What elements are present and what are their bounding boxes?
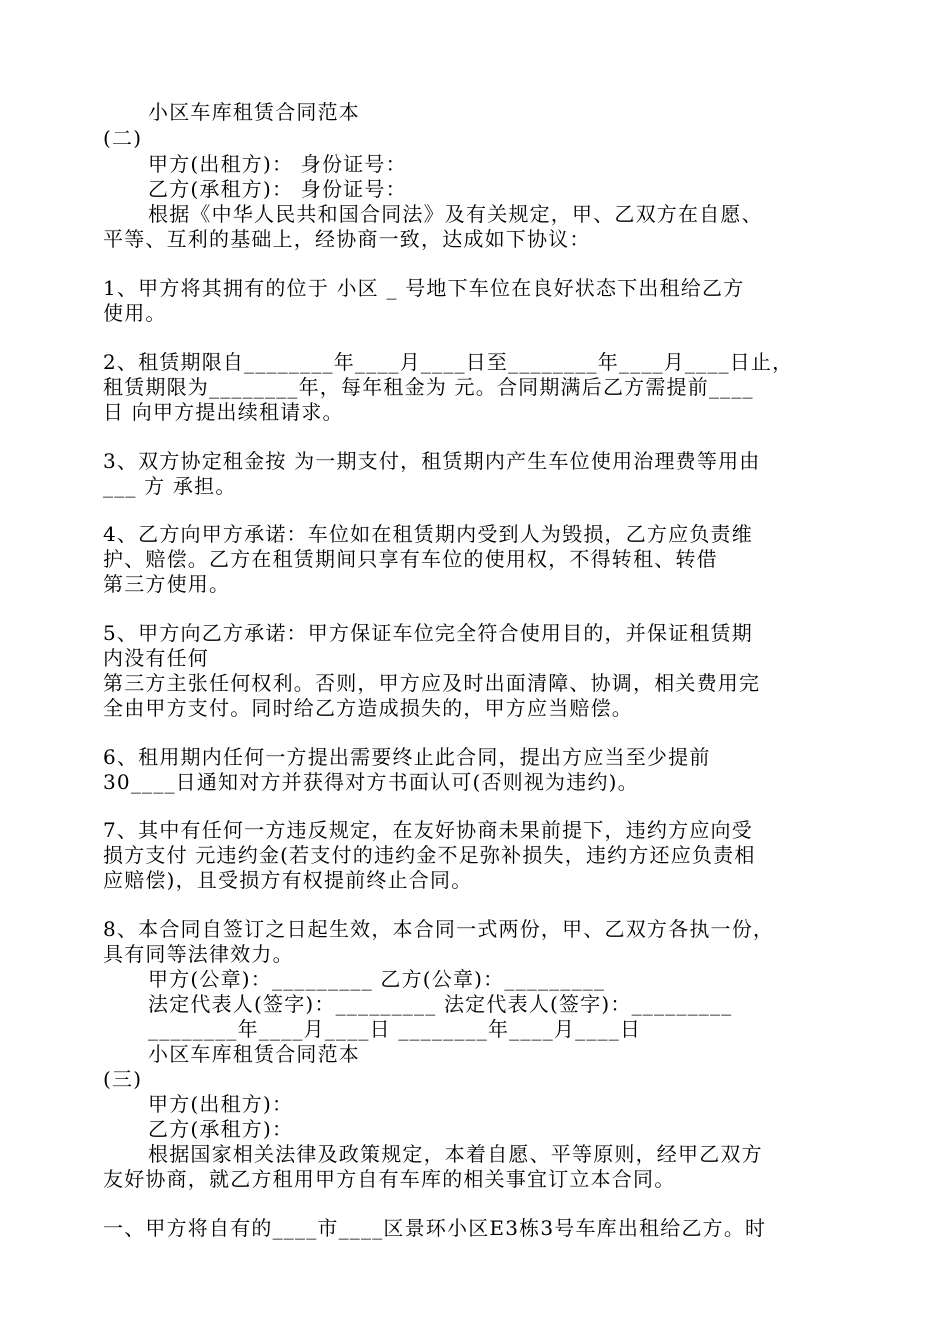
preamble-line: 平等、互利的基础上，经协商一致，达成如下协议： [103, 227, 591, 251]
signature-date-line: ________年____月____日 ________年____月____日 [148, 1017, 642, 1041]
clause-6-line: 30____日通知对方并获得对方书面认可(否则视为违约)。 [103, 770, 639, 794]
preamble-line: 根据国家相关法律及政策规定，本着自愿、平等原则，经甲乙双方 [148, 1142, 763, 1166]
preamble-line: 根据《中华人民共和国合同法》及有关规定，甲、乙双方在自愿、 [148, 202, 763, 226]
party-a-line: 甲方(出租方)： [148, 1092, 294, 1116]
clause-2-line: 日 向甲方提出续租请求。 [103, 400, 344, 424]
section-title: 小区车库租赁合同范本 [148, 1042, 360, 1066]
section-number: (二) [103, 126, 143, 150]
clause-1-line: 使用。 [103, 301, 167, 325]
clause-5-line: 5、甲方向乙方承诺：甲方保证车位完全符合使用目的，并保证租赁期 [103, 621, 753, 645]
clause-5-line: 内没有任何 [103, 646, 209, 670]
clause-1-line: 1、甲方将其拥有的位于 小区 _ 号地下车位在良好状态下出租给乙方 [103, 276, 745, 300]
party-b-line: 乙方(承租方)： [148, 1117, 294, 1141]
clause-2-line: 2、租赁期限自________年____月____日至________年____月____日止， [103, 350, 794, 374]
clause-4-line: 4、乙方向甲方承诺：车位如在租赁期内受到人为毁损，乙方应负责维 [103, 522, 753, 546]
clause-1-line: 一、甲方将自有的____市____区景环小区E3栋3号车库出租给乙方。时 [103, 1216, 767, 1240]
clause-4-line: 第三方使用。 [103, 572, 231, 596]
section-number: (三) [103, 1067, 143, 1091]
clause-5-line: 第三方主张任何权利。否则，甲方应及时出面清障、协调，相关费用完 [103, 671, 761, 695]
preamble-line: 友好协商，就乙方租用甲方自有车库的相关事宜订立本合同。 [103, 1167, 676, 1191]
party-a-line: 甲方(出租方)： 身份证号： [148, 152, 407, 176]
signature-line: 法定代表人(签字)：_________ 法定代表人(签字)：_________ [148, 992, 733, 1016]
clause-7-line: 7、其中有任何一方违反规定，在友好协商未果前提下，违约方应向受 [103, 818, 753, 842]
clause-6-line: 6、租用期内任何一方提出需要终止此合同，提出方应当至少提前 [103, 745, 711, 769]
clause-3-line: ___ 方 承担。 [103, 474, 237, 498]
clause-7-line: 应赔偿)，且受损方有权提前终止合同。 [103, 868, 473, 892]
party-b-line: 乙方(承租方)： 身份证号： [148, 177, 407, 201]
clause-5-line: 全由甲方支付。同时给乙方造成损失的，甲方应当赔偿。 [103, 696, 633, 720]
clause-3-line: 3、双方协定租金按 为一期支付，租赁期内产生车位使用治理费等用由 [103, 449, 761, 473]
clause-8-line: 具有同等法律效力。 [103, 942, 294, 966]
clause-4-line: 护、赔偿。乙方在租赁期间只享有车位的使用权，不得转租、转借 [103, 547, 718, 571]
clause-7-line: 损方支付 元违约金(若支付的违约金不足弥补损失，违约方还应负责相 [103, 843, 756, 867]
clause-8-line: 8、本合同自签订之日起生效，本合同一式两份，甲、乙双方各执一份， [103, 917, 775, 941]
clause-2-line: 租赁期限为________年，每年租金为 元。合同期满后乙方需提前____ [103, 375, 754, 399]
signature-line: 甲方(公章)：_________ 乙方(公章)：_________ [148, 967, 606, 991]
section-title: 小区车库租赁合同范本 [148, 100, 360, 124]
